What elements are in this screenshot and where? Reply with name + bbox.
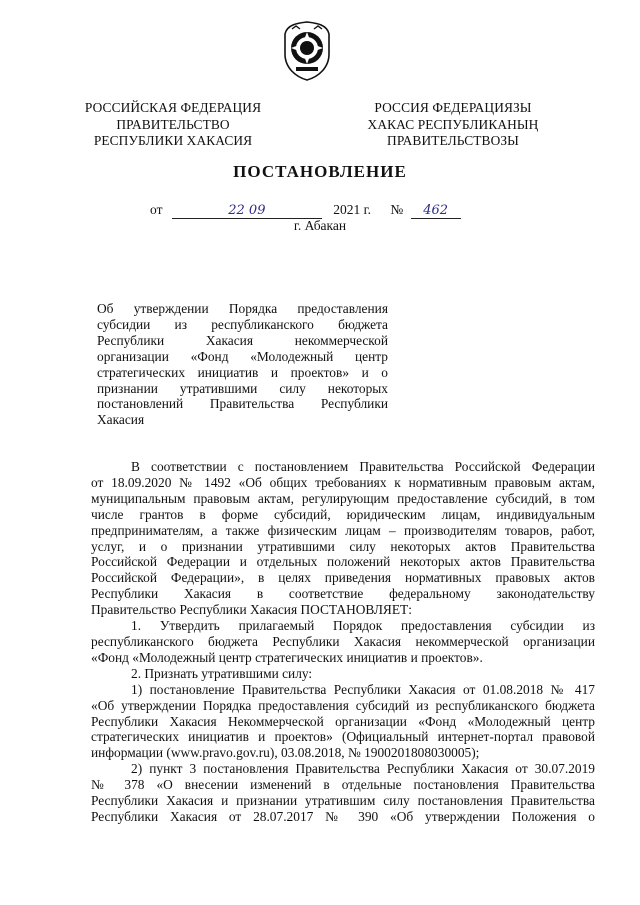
body-line: Российской Федерации», в целях приведения нормативных правовых актов bbox=[91, 570, 595, 586]
subject-line: Хакасия bbox=[97, 412, 145, 428]
body-line: стратегических инициатив и проектов» (Официальный интернет-портал правовой bbox=[91, 729, 595, 745]
body-line: «Фонд «Молодежный центр стратегических инициатив и проектов». bbox=[91, 649, 483, 665]
year-label: 2021 г. bbox=[333, 202, 371, 217]
body-line: Республики Хакасия Некоммерческой организации «Фонд «Молодежный центр bbox=[91, 713, 595, 729]
body-line: 2. Признать утратившими силу: bbox=[131, 665, 313, 681]
number-handwritten: 462 bbox=[411, 203, 461, 219]
body-line: Республики Хакасия от 28.07.2017 № 390 «Об утверждении Положения о bbox=[91, 808, 595, 824]
body-line: услуг, и о признании утратившими силу некоторых актов Правительства bbox=[91, 538, 595, 554]
body-line: № 378 «О внесении изменений в отдельные постановления Правительства bbox=[91, 777, 595, 793]
subject-line: стратегических инициатив и проектов» и о bbox=[97, 364, 388, 380]
body-line: республиканского бюджета Республики Хакасия некоммерческой организации bbox=[91, 633, 595, 649]
header-left-line-2: ПРАВИТЕЛЬСТВО bbox=[116, 116, 230, 132]
subject-line: организации «Фонд «Молодежный центр bbox=[97, 348, 388, 364]
subject-line: субсидии из республиканского бюджета bbox=[97, 316, 388, 332]
date-number-line bbox=[150, 202, 461, 219]
header-left-line-3: РЕСПУБЛИКИ ХАКАСИЯ bbox=[93, 133, 253, 148]
coat-of-arms-emblem bbox=[282, 20, 332, 82]
subject-line: постановлений Правительства Республики bbox=[97, 396, 388, 412]
header-right-line-1: РОССИЯ ФЕДЕРАЦИЯЗЫ bbox=[374, 100, 532, 115]
city-label: г. Абакан bbox=[293, 218, 347, 233]
body-line: муниципальным правовым актам, регулирующим предоставление субсидий, в том bbox=[91, 490, 595, 506]
body-line: Республики Хакасия в соответствие федеральному законодательству bbox=[91, 586, 595, 602]
header-right-khakas bbox=[360, 100, 546, 150]
body-line: числе грантов в форме субсидий, юридическим лицам, индивидуальным bbox=[91, 506, 595, 522]
subject-line: Об утверждении Порядка предоставления bbox=[97, 301, 388, 316]
header-right-line-2: ХАКАС РЕСПУБЛИКАНЫҢ bbox=[367, 116, 539, 132]
body-line: предпринимателям, а также физическим лицам – производителям товаров, работ, bbox=[91, 522, 595, 538]
header-left-russian bbox=[82, 100, 264, 150]
number-label: № bbox=[390, 202, 404, 217]
date-handwritten: 22 09 bbox=[172, 203, 322, 219]
subject-block bbox=[97, 301, 388, 428]
body-line: 2) пункт 3 постановления Правительства Республики Хакасия от 30.07.2019 bbox=[131, 761, 595, 777]
body-line: В соответствии с постановлением Правительства Российской Федерации bbox=[131, 459, 595, 474]
header-right-line-3: ПРАВИТЕЛЬСТВОЗЫ bbox=[387, 133, 519, 148]
body-text bbox=[91, 459, 595, 825]
body-line: 1. Утвердить прилагаемый Порядок предоставления субсидии из bbox=[131, 618, 595, 634]
body-line: от 18.09.2020 № 1492 «Об общих требованиях к нормативным правовым актам, bbox=[91, 474, 595, 490]
header-left-line-1: РОССИЙСКАЯ ФЕДЕРАЦИЯ bbox=[84, 100, 262, 115]
body-line: Российской Федерации и отдельных положений некоторых актов Правительства bbox=[91, 554, 595, 570]
body-line: «Об утверждении Порядка предоставления субсидий из республиканского бюджета bbox=[91, 697, 595, 713]
subject-line: Республики Хакасия некоммерческой bbox=[97, 332, 388, 348]
body-line: Правительство Республики Хакасия ПОСТАНОВЛЯЕТ: bbox=[91, 602, 412, 618]
document-title: ПОСТАНОВЛЕНИЕ bbox=[233, 162, 407, 181]
body-line: 1) постановление Правительства Республики Хакасия от 01.08.2018 № 417 bbox=[131, 681, 595, 697]
body-line: Республики Хакасия и признании утратившим силу постановления Правительства bbox=[91, 793, 595, 809]
from-label: от bbox=[150, 202, 163, 217]
body-line: информации (www.pravo.gov.ru), 03.08.2018, № 1900201808030005); bbox=[91, 745, 480, 761]
subject-line: признании утратившими силу некоторых bbox=[97, 380, 388, 396]
